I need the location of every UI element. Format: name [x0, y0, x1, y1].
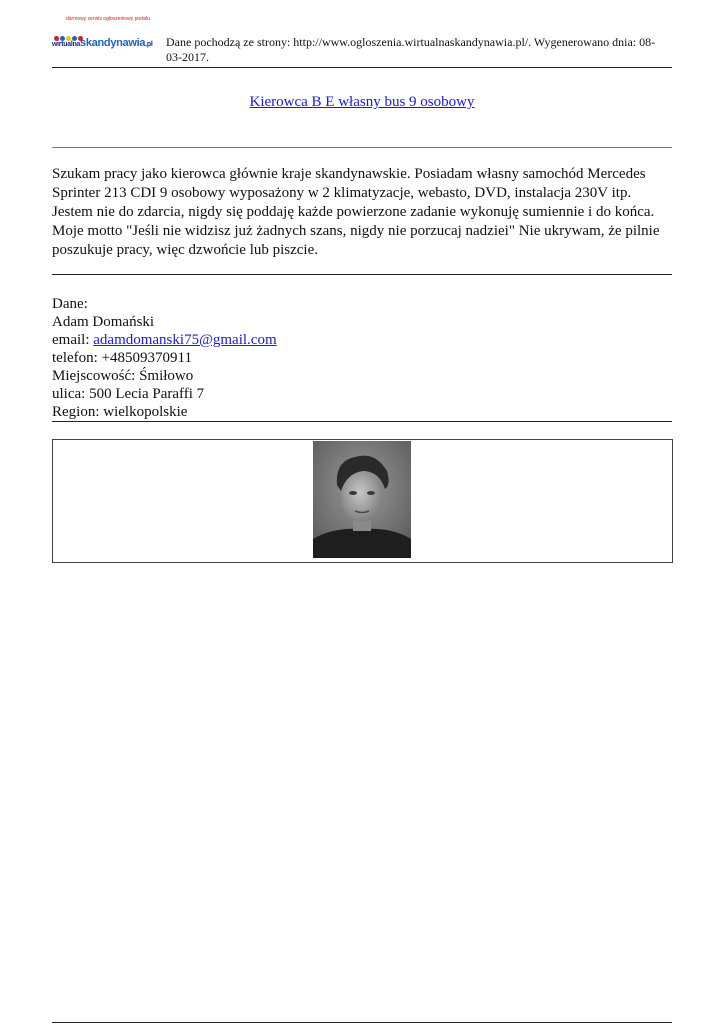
contact-region: wielkopolskie [103, 404, 188, 420]
contact-email-row: email: adamdomanski75@gmail.com [52, 332, 277, 348]
contact-city-row: Miejscowość: Śmiłowo [52, 368, 194, 384]
site-logo [52, 16, 156, 49]
photo-frame [52, 439, 673, 563]
contact-email-link[interactable]: adamdomanski75@gmail.com [93, 332, 277, 348]
source-note: Dane pochodzą ze strony: http://www.ogloszenia.wirtualnaskandynawia.pl/. Wygenerowano dnia: 08-03-2017. [166, 35, 656, 64]
logo-brand: wirtualnaskandynawia.pl [52, 37, 153, 49]
contact-street: 500 Lecia Paraffi 7 [89, 386, 205, 402]
contact-region-row: Region: wielkopolskie [52, 404, 188, 420]
contact-street-row: ulica: 500 Lecia Paraffi 7 [52, 386, 205, 402]
contact-name: Adam Domański [52, 314, 155, 330]
header-divider [52, 67, 672, 68]
contact-phone-row: telefon: +48509370911 [52, 350, 192, 366]
title-divider [52, 147, 672, 148]
contact-phone: +48509370911 [101, 350, 192, 366]
logo-tagline: darmowy serwis ogłoszeniowy portalu [66, 16, 150, 22]
contact-city: Śmiłowo [139, 368, 194, 384]
ad-description: Szukam pracy jako kierowca głównie kraje skandynawskie. Posiadam własny samochód Mercedes Sprinter 213 CDI 9 osobowy wyposażony w 2 klimatyzacje, webasto, DVD, instalacja 230V itp. Jestem nie do zdarcia, nigdy się poddaję każde powierzone zadanie wykonuję sumiennie i do końca. Moje motto "Jeśli nie widzisz już żadnych szans, nigdy nie porzucaj nadziei" Nie ukrywam, że pilnie poszukuje pracy, więc dzwońcie lub piszcie. [52, 166, 660, 258]
contact-divider [52, 421, 672, 422]
ad-title [52, 94, 672, 111]
contact-heading: Dane: [52, 296, 88, 312]
person-photo [313, 441, 411, 558]
footer-divider [52, 1022, 672, 1023]
description-divider [52, 274, 672, 275]
ad-title-link[interactable]: Kierowca B E własny bus 9 osobowy [249, 94, 475, 110]
contact-info [52, 295, 672, 421]
